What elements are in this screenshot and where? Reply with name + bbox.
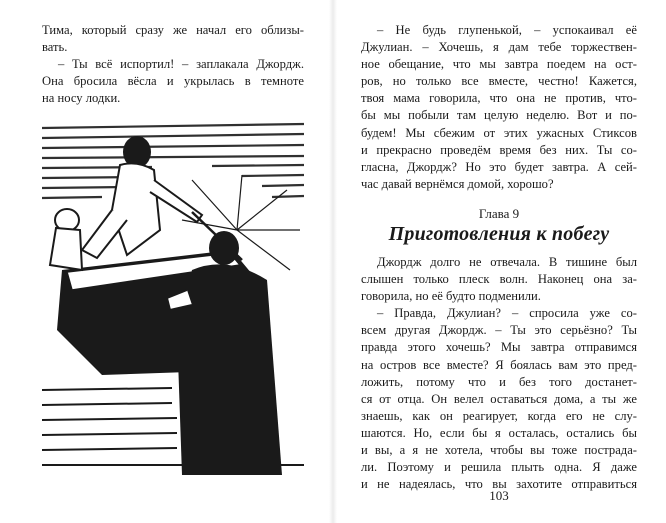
text-line: Тима, который сразу же начал его облизы- <box>42 23 304 37</box>
left-page-text <box>42 22 304 107</box>
text-line: – Правда, Джулиан? – спросила уже со- <box>377 306 637 321</box>
boat-illustration <box>42 120 304 475</box>
text-line: Джордж долго не отвечала. В тишине был <box>377 255 637 269</box>
text-line: ное обещание, что мы завтра поедем на ост- <box>361 57 637 72</box>
text-line: на остров все вместе? Я боялась вам это пред- <box>361 357 637 372</box>
text-line: – Не будь глупенькой, – успокаивал её <box>377 23 637 37</box>
right-page-bottom-text <box>361 254 637 493</box>
text-line: и вы, а я не хотела, чтобы вы тоже пострада- <box>361 443 637 458</box>
text-line: час давай вернёмся домой, хорошо? <box>361 176 554 191</box>
text-line: бы мы побыли там целую неделю. Вот и по- <box>361 108 637 123</box>
text-line: ров, но только все вместе, честно! Кажется, <box>361 74 637 89</box>
text-line: ли. Поэтому и решила плыть одна. Я даже <box>361 460 637 475</box>
text-line: на носу лодки. <box>42 91 121 106</box>
right-page-top-text <box>361 22 637 193</box>
text-line: знаешь, как он реагирует, когда его не слу- <box>361 408 637 423</box>
text-line: ложить, потому что и без того достанет- <box>361 374 637 389</box>
text-line: вать. <box>42 40 68 55</box>
text-line: всем другая Джордж. – Ты это серьёзно? Ты <box>361 323 637 338</box>
text-line: слышен только плеск волн. Наконец она за- <box>361 272 637 287</box>
chapter-title: Приготовления к побегу <box>388 223 610 245</box>
text-line: Она бросила вёсла и укрылась в темноте <box>42 74 304 89</box>
right-page <box>333 0 666 523</box>
text-line: ся от отца. Он велел оставаться дома, а ты же <box>361 391 637 406</box>
text-line: твоя мама говорила, что она не против, что- <box>361 91 637 106</box>
text-line: гласна, Джордж? Но это будет завтра. А сей- <box>361 159 637 174</box>
text-line: и прекрасно проведём время без них. Ты со- <box>361 142 637 157</box>
text-line: шаются. Но, если бы я осталась, остались бы <box>361 425 637 440</box>
text-line: – Ты всё испортил! – заплакала Джордж. <box>58 57 304 72</box>
text-line: Джулиан. – Хочешь, я дам тебе торжествен- <box>361 40 637 55</box>
text-line: говорила, но её будто подменили. <box>361 289 541 304</box>
page-number: 103 <box>489 488 509 503</box>
chapter-label: Глава 9 <box>478 206 520 221</box>
text-line: и не надеялась, что вы захотите отправиться <box>361 477 637 492</box>
text-line: правда этого хочешь? Мы завтра отправимся <box>361 340 637 355</box>
text-line: будем! Мы сбежим от этих ужасных Стиксов <box>361 125 637 140</box>
